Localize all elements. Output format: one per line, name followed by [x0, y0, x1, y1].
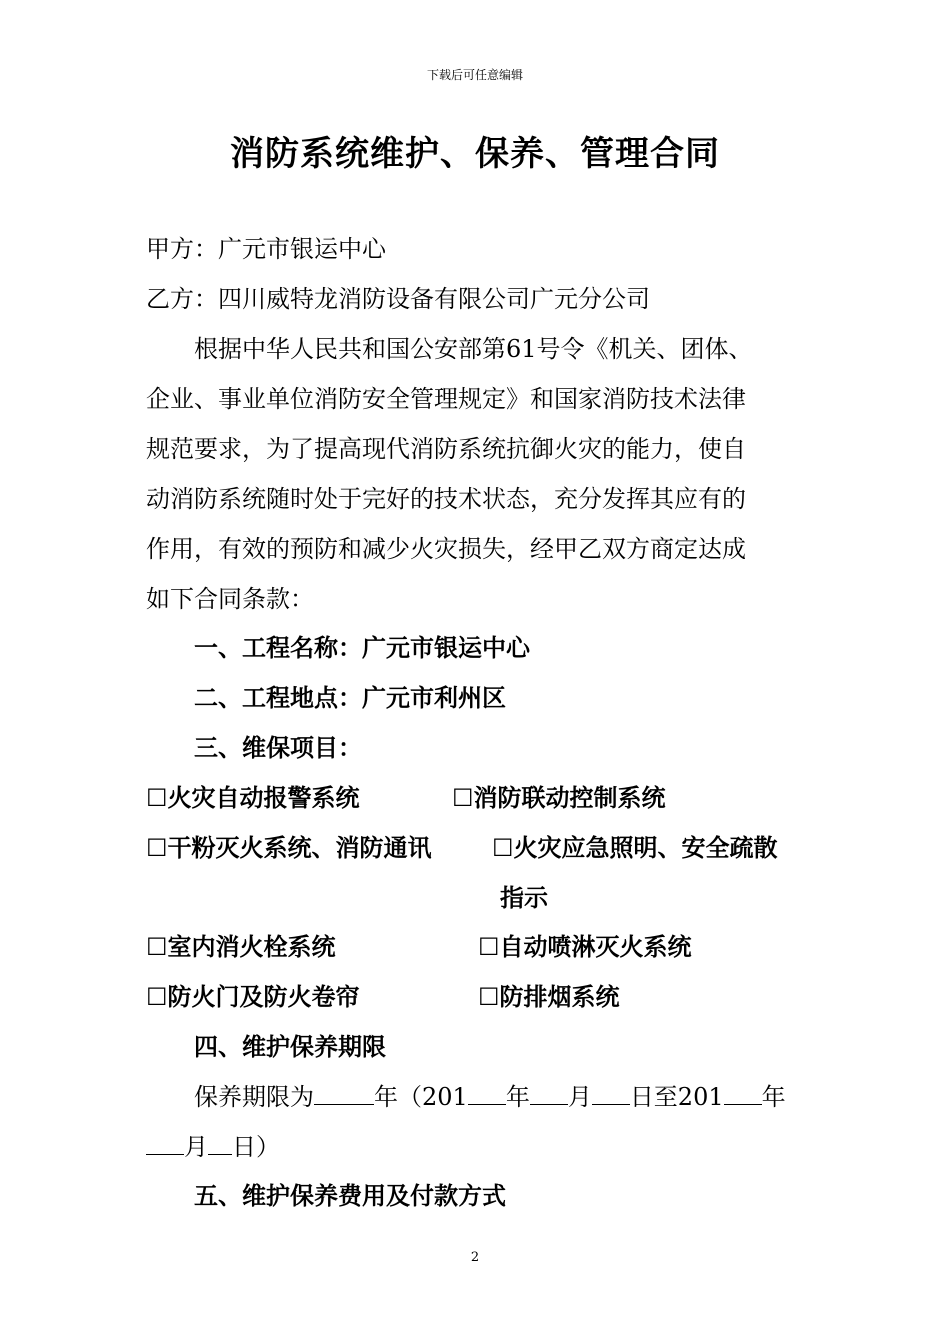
checkbox-item[interactable]: ☐自动喷淋灭火系统 — [478, 933, 692, 961]
intro-line: 企业、事业单位消防安全管理规定》和国家消防技术法律 — [146, 385, 746, 413]
intro-line: 如下合同条款： — [146, 585, 314, 613]
term-line — [194, 1082, 786, 1112]
term-text: 年（201 — [374, 1083, 468, 1111]
section-project-name: 一、工程名称：广元市银运中心 — [194, 634, 530, 662]
party-b: 乙方：四川威特龙消防设备有限公司广元分公司 — [146, 285, 650, 313]
section-maintenance-items: 三、维保项目： — [194, 734, 362, 762]
intro-line: 动消防系统随时处于完好的技术状态，充分发挥其应有的 — [146, 485, 746, 513]
term-text: 年 — [505, 1083, 530, 1111]
checkbox-item[interactable]: ☐室内消火栓系统 — [146, 933, 336, 961]
page-number: 2 — [470, 1250, 480, 1265]
blank-field[interactable] — [530, 1082, 568, 1105]
checkbox-item[interactable]: ☐火灾应急照明、安全疏散 — [492, 834, 778, 862]
section-project-location: 二、工程地点：广元市利州区 — [194, 684, 506, 712]
checkbox-item[interactable]: ☐消防联动控制系统 — [452, 784, 666, 812]
document-title: 消防系统维护、保养、管理合同 — [230, 134, 720, 174]
blank-field[interactable] — [724, 1082, 762, 1105]
checkbox-item-continued: 指示 — [500, 884, 548, 912]
section-fee-payment: 五、维护保养费用及付款方式 — [194, 1182, 506, 1210]
blank-field[interactable] — [208, 1132, 232, 1155]
term-text: 月 — [567, 1083, 592, 1111]
party-a: 甲方：广元市银运中心 — [146, 235, 386, 263]
term-text: 日） — [232, 1133, 280, 1161]
blank-field[interactable] — [146, 1132, 184, 1155]
checkbox-item[interactable]: ☐防火门及防火卷帘 — [146, 983, 360, 1011]
term-text: 月 — [184, 1133, 208, 1161]
intro-line: 根据中华人民共和国公安部第61号令《机关、团体、 — [194, 335, 753, 363]
blank-field[interactable] — [314, 1082, 374, 1105]
term-line-continued — [146, 1132, 280, 1162]
intro-line: 作用，有效的预防和减少火灾损失，经甲乙双方商定达成 — [146, 535, 746, 563]
intro-line: 规范要求，为了提高现代消防系统抗御火灾的能力，使自 — [146, 435, 746, 463]
term-text: 日至201 — [629, 1083, 724, 1111]
header-note: 下载后可任意编辑 — [426, 68, 523, 82]
checkbox-item[interactable]: ☐防排烟系统 — [478, 983, 620, 1011]
term-text: 保养期限为 — [194, 1083, 314, 1111]
checkbox-item[interactable]: ☐火灾自动报警系统 — [146, 784, 360, 812]
blank-field[interactable] — [592, 1082, 630, 1105]
checkbox-item[interactable]: ☐干粉灭火系统、消防通讯 — [146, 834, 432, 862]
term-text: 年 — [761, 1083, 786, 1111]
blank-field[interactable] — [468, 1082, 506, 1105]
section-maintenance-term: 四、维护保养期限 — [194, 1033, 386, 1061]
